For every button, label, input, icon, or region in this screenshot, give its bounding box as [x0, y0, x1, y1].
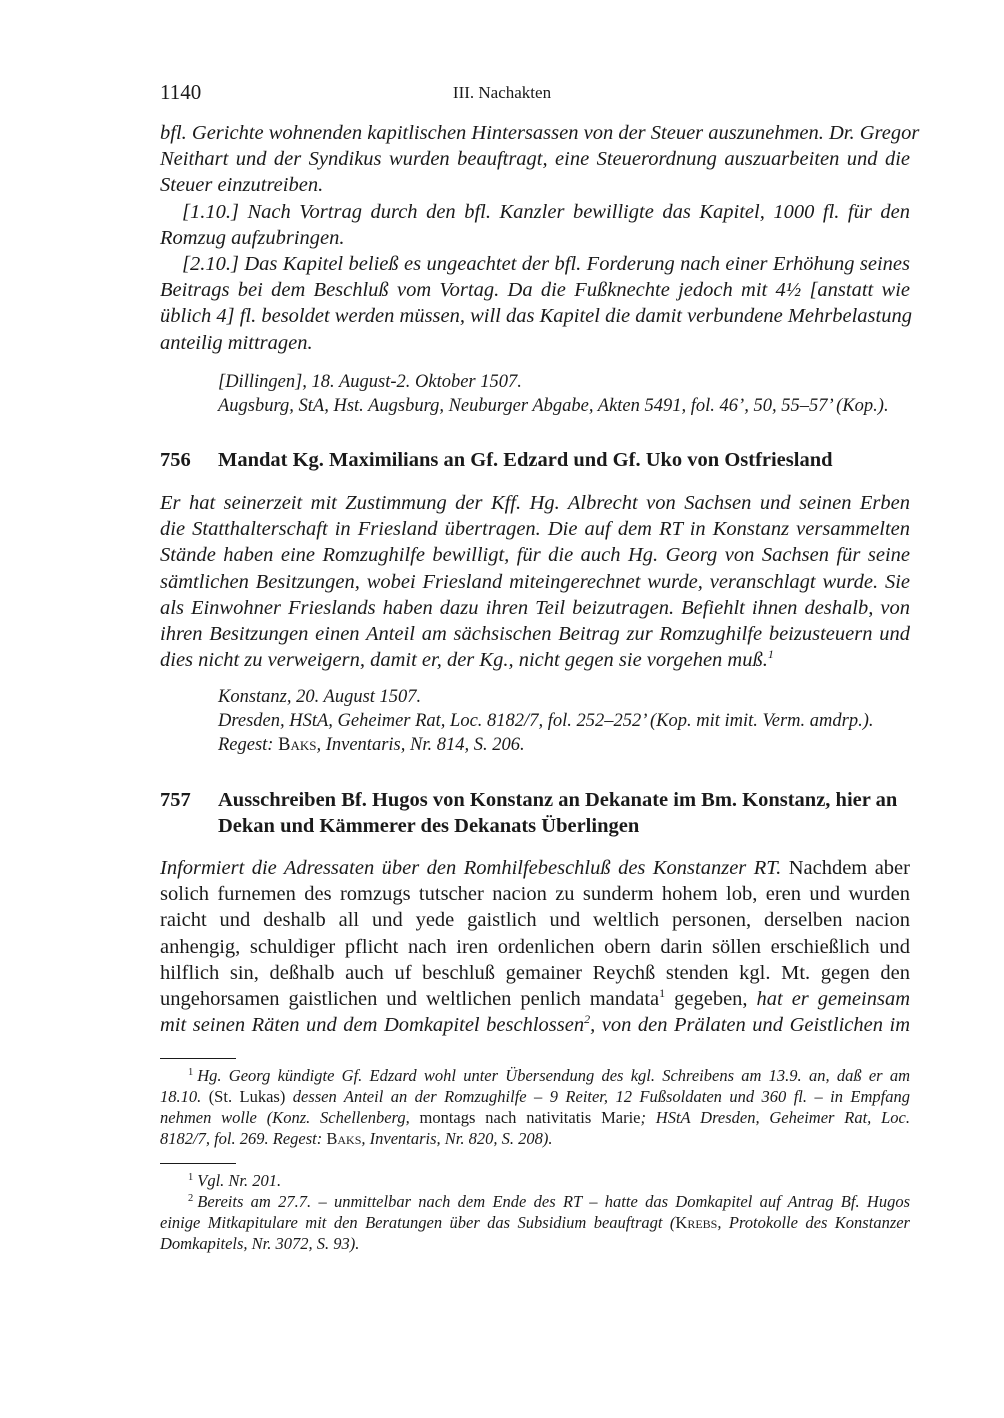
footnote-separator	[160, 1058, 236, 1059]
document-number: 756	[160, 449, 191, 471]
text-line: Stände haben eine Romzughilfe bewilligt, für die auch Hg. Georg von Sachsen für seine	[160, 544, 910, 567]
regest-reference	[218, 733, 918, 757]
summary-text: Informiert die Adressaten über den Romhilfebeschluß des Konstanzer RT.	[160, 857, 782, 879]
place-date: [Dillingen], 18. August-2. Oktober 1507.	[218, 372, 522, 392]
text-line: [2.10.] Das Kapitel beließ es ungeachtet der bfl. Forderung nach einer Erhöhung seines	[182, 252, 910, 275]
text-line: Neithart und der Syndikus wurden beauftragt, eine Steuerordnung auszuarbeiten und die	[160, 148, 910, 171]
footnote-text: ; HStA Dresden, Geheimer Rat, Loc.	[640, 1108, 910, 1127]
footnote-text: Bereits am 27.7. – unmittelbar nach dem Ende des RT – hatte das Domkapitel auf Antrag Bf. Hugos	[197, 1192, 910, 1211]
text-line	[160, 647, 910, 673]
citation-author: Krebs	[675, 1213, 718, 1232]
quoted-text: gegeben,	[665, 987, 748, 1010]
document-title-line: Ausschreiben Bf. Hugos von Konstanz an Dekanate im Bm. Konstanz, hier an	[218, 789, 898, 811]
archive-reference: Dresden, HStA, Geheimer Rat, Loc. 8182/7, fol. 252–252’ (Kop. mit imit. Verm. amdrp.).	[218, 711, 874, 731]
footnote-separator	[160, 1163, 236, 1164]
footnote-number: 2	[188, 1192, 194, 1204]
regest-details: , Inventaris, Nr. 814, S. 206.	[316, 735, 525, 755]
text-line: Steuer einzutreiben.	[160, 174, 324, 197]
text-line: die Statthalterschaft in Friesland übertragen. Die auf dem RT in Konstanz versammelten	[160, 518, 910, 541]
text-line: sämtlichen Besitzungen, wobei Friesland miteingerechnet wurde, veranschlagt wurde. Sie	[160, 570, 910, 593]
document-title: Mandat Kg. Maximilians an Gf. Edzard und Gf. Uko von Ostfriesland	[218, 449, 833, 471]
text-line	[160, 1107, 910, 1128]
archive-reference: Augsburg, StA, Hst. Augsburg, Neuburger Abgabe, Akten 5491, fol. 46’, 50, 55–57’ (Kop.).	[218, 396, 889, 416]
footnote-marker[interactable]: 1	[767, 647, 774, 662]
footnote-text: Vgl. Nr. 201.	[197, 1171, 282, 1190]
text-line	[160, 986, 910, 1012]
document-summary-756	[160, 490, 910, 673]
footnote-756-1	[160, 1065, 910, 1149]
text-line: Romzug aufzubringen.	[160, 226, 345, 249]
text-line: [1.10.] Nach Vortrag durch den bfl. Kanzler bewilligte das Kapitel, 1000 fl. für den	[182, 200, 910, 223]
continuation-paragraph	[160, 120, 920, 356]
quoted-text: Nachdem aber	[781, 857, 910, 879]
text-line	[160, 1212, 910, 1233]
footnote-number: 1	[188, 1066, 194, 1078]
place-date: Konstanz, 20. August 1507.	[218, 687, 422, 707]
document-number: 757	[160, 789, 191, 811]
footnote-text: 8182/7, fol. 269. Regest:	[160, 1129, 327, 1148]
text-line: bfl. Gerichte wohnenden kapitlischen Hintersassen von der Steuer auszunehmen. Dr. Gregor	[160, 122, 920, 144]
text-line: anteilig mittragen.	[160, 331, 313, 354]
footnote-number: 1	[188, 1171, 194, 1183]
text-line	[160, 1012, 910, 1038]
text-line: Er hat seinerzeit mit Zustimmung der Kff. Hg. Albrecht von Sachsen und seinen Erben	[160, 492, 910, 514]
text-line	[160, 855, 910, 881]
footnote-757-1	[160, 1170, 910, 1191]
quoted-text: ungehorsamen gaistlichen und weltlichen penlich mandata	[160, 987, 660, 1010]
footnote-text: dessen Anteil an der Romzughilfe – 9 Reiter, 12 Fußsoldaten und 360 fl. – in Empfang	[292, 1087, 910, 1106]
citation-author: Baks	[326, 1129, 362, 1148]
footnote-text: , Protokolle des Konstanzer	[717, 1213, 910, 1232]
footnote-text: Hg. Georg kündigte Gf. Edzard wohl unter Übersendung des kgl. Schreibens am 13.9. an, daß er am	[197, 1066, 910, 1085]
text-segment: dies nicht zu verweigern, damit er, der Kg., nicht gegen sie vorgehen muß.	[160, 649, 768, 672]
regest-author: Baks	[278, 735, 317, 755]
document-body-757	[160, 855, 910, 1038]
text-line: hilflich sin, deßhalb auch uf beschluß gemainer Reychß stenden kgl. Mt. gegen den	[160, 961, 910, 984]
footnote-marker[interactable]: 1	[659, 986, 666, 1001]
footnote-marker[interactable]: 2	[584, 1012, 591, 1027]
footnote-text: einige Mitkapitulare mit den Beratungen über das Subsidium beauftragt (	[160, 1213, 676, 1232]
text-line: raicht und deshalb all und yede gaistlich und weltlich personen, derselben nacion	[160, 909, 910, 932]
text-line: solich furnemen des romzugs tutscher nacion zu sunderm hohem lob, eren und wurden	[160, 883, 910, 906]
footnotes-757	[160, 1170, 910, 1254]
text-line: Domkapitels, Nr. 3072, S. 93).	[160, 1234, 360, 1253]
footnote-757-2	[160, 1191, 910, 1212]
footnote-text: , Inventaris, Nr. 820, S. 208).	[361, 1129, 553, 1148]
text-line: ihren Besitzungen einen Anteil am sächsischen Beitrag zur Romzughilfe beizusteuern und	[160, 622, 910, 645]
footnote-text: nehmen wolle (Konz. Schellenberg,	[160, 1108, 410, 1127]
text-line: üblich 4] fl. besoldet werden müssen, will das Kapitel die damit verbundene Mehrbelastung	[160, 305, 912, 328]
text-line	[160, 1128, 910, 1149]
summary-text: hat er gemeinsam	[747, 987, 910, 1010]
page-number: 1140	[160, 80, 202, 104]
summary-text: mit seinen Räten und dem Domkapitel beschlossen	[160, 1014, 585, 1037]
text-line: anhengig, schuldiger pflicht nach iren ordenlichen obern darin söllen erschießlich und	[160, 935, 910, 958]
source-note	[218, 370, 918, 418]
footnote-text: 18.10.	[160, 1087, 202, 1106]
text-line: als Einwohner Frieslands haben dazu ihren Teil beizutragen. Befiehlt ihnen deshalb, von	[160, 596, 910, 619]
footnote-text: (St. Lukas)	[201, 1087, 293, 1106]
text-line	[160, 1086, 910, 1107]
summary-text: , von den Prälaten und Geistlichen im	[590, 1014, 910, 1037]
footnote-text: montags nach nativitatis Marie	[409, 1108, 641, 1127]
regest-label: Regest:	[218, 735, 274, 755]
running-title: III. Nachakten	[452, 83, 552, 102]
text-line	[160, 1065, 910, 1086]
source-note-756	[218, 685, 918, 757]
text-line: Beitrags bei dem Beschluß vom Vortag. Da die Fußknechte jedoch mit 4½ [anstatt wie	[160, 279, 910, 302]
document-title-line: Dekan und Kämmerer des Dekanats Überlingen	[218, 815, 640, 837]
